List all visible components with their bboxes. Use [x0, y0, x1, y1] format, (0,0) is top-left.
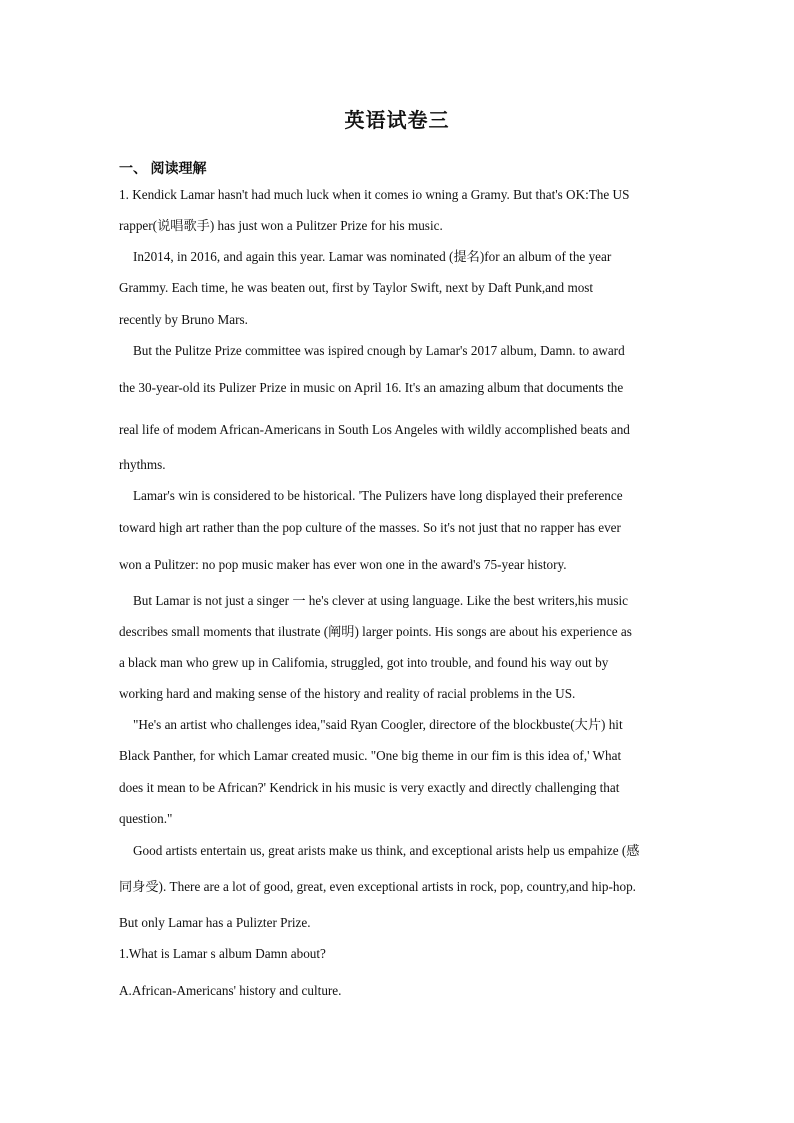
passage-line: rapper(说唱歌手) has just won a Pulitzer Prize for his music. [119, 218, 443, 233]
passage-line: "He's an artist who challenges idea,"said Ryan Coogler, directore of the blockbuste(大片) hit [133, 717, 623, 732]
passage-line: toward high art rather than the pop culture of the masses. So it's not just that no rapper has ever [119, 520, 621, 535]
question-text: 1.What is Lamar s album Damn about? [119, 946, 326, 961]
passage-line: does it mean to be African?' Kendrick in his music is very exactly and directly challenging that [119, 780, 620, 795]
passage-line: the 30-year-old its Pulizer Prize in music on April 16. It's an amazing album that documents the [119, 380, 624, 395]
passage-line: Black Panther, for which Lamar created music. "One big theme in our fim is this idea of,' What [119, 748, 622, 763]
document-title: 英语试卷三 [344, 110, 450, 132]
passage-line: Lamar's win is considered to be historical. 'The Pulizers have long displayed their preference [133, 488, 623, 503]
section-heading: 一、 阅读理解 [119, 162, 207, 177]
passage-line: Grammy. Each time, he was beaten out, first by Taylor Swift, next by Daft Punk,and most [119, 280, 594, 295]
passage-line: question." [119, 811, 173, 826]
passage-line: But Lamar is not just a singer 一 he's clever at using language. Like the best writers,his music [133, 593, 628, 608]
passage-line: But the Pulitze Prize committee was ispired cnough by Lamar's 2017 album, Damn. to award [133, 343, 625, 358]
passage-line: 同身受). There are a lot of good, great, even exceptional artists in rock, pop, country,and hip-hop. [119, 879, 636, 894]
answer-option: A.African-Americans' history and culture. [119, 983, 342, 998]
passage-line: Good artists entertain us, great arists make us think, and exceptional arists help us empahize (感 [133, 843, 640, 858]
passage-line: rhythms. [119, 457, 166, 472]
passage-line: recently by Bruno Mars. [119, 312, 248, 327]
passage-line: describes small moments that ilustrate (阐明) larger points. His songs are about his experience as [119, 624, 632, 639]
passage-line: won a Pulitzer: no pop music maker has ever won one in the award's 75-year history. [119, 557, 567, 572]
passage-line: working hard and making sense of the history and reality of racial problems in the US. [119, 686, 576, 701]
passage-line: 1. Kendick Lamar hasn't had much luck when it comes io wning a Gramy. But that's OK:The US [119, 187, 630, 202]
passage-line: In2014, in 2016, and again this year. Lamar was nominated (提名)for an album of the year [133, 249, 612, 264]
passage-line: a black man who grew up in Califomia, struggled, got into trouble, and found his way out by [119, 655, 609, 670]
passage-line: But only Lamar has a Pulizter Prize. [119, 915, 311, 930]
passage-line: real life of modem African-Americans in South Los Angeles with wildly accomplished beats and [119, 422, 630, 437]
